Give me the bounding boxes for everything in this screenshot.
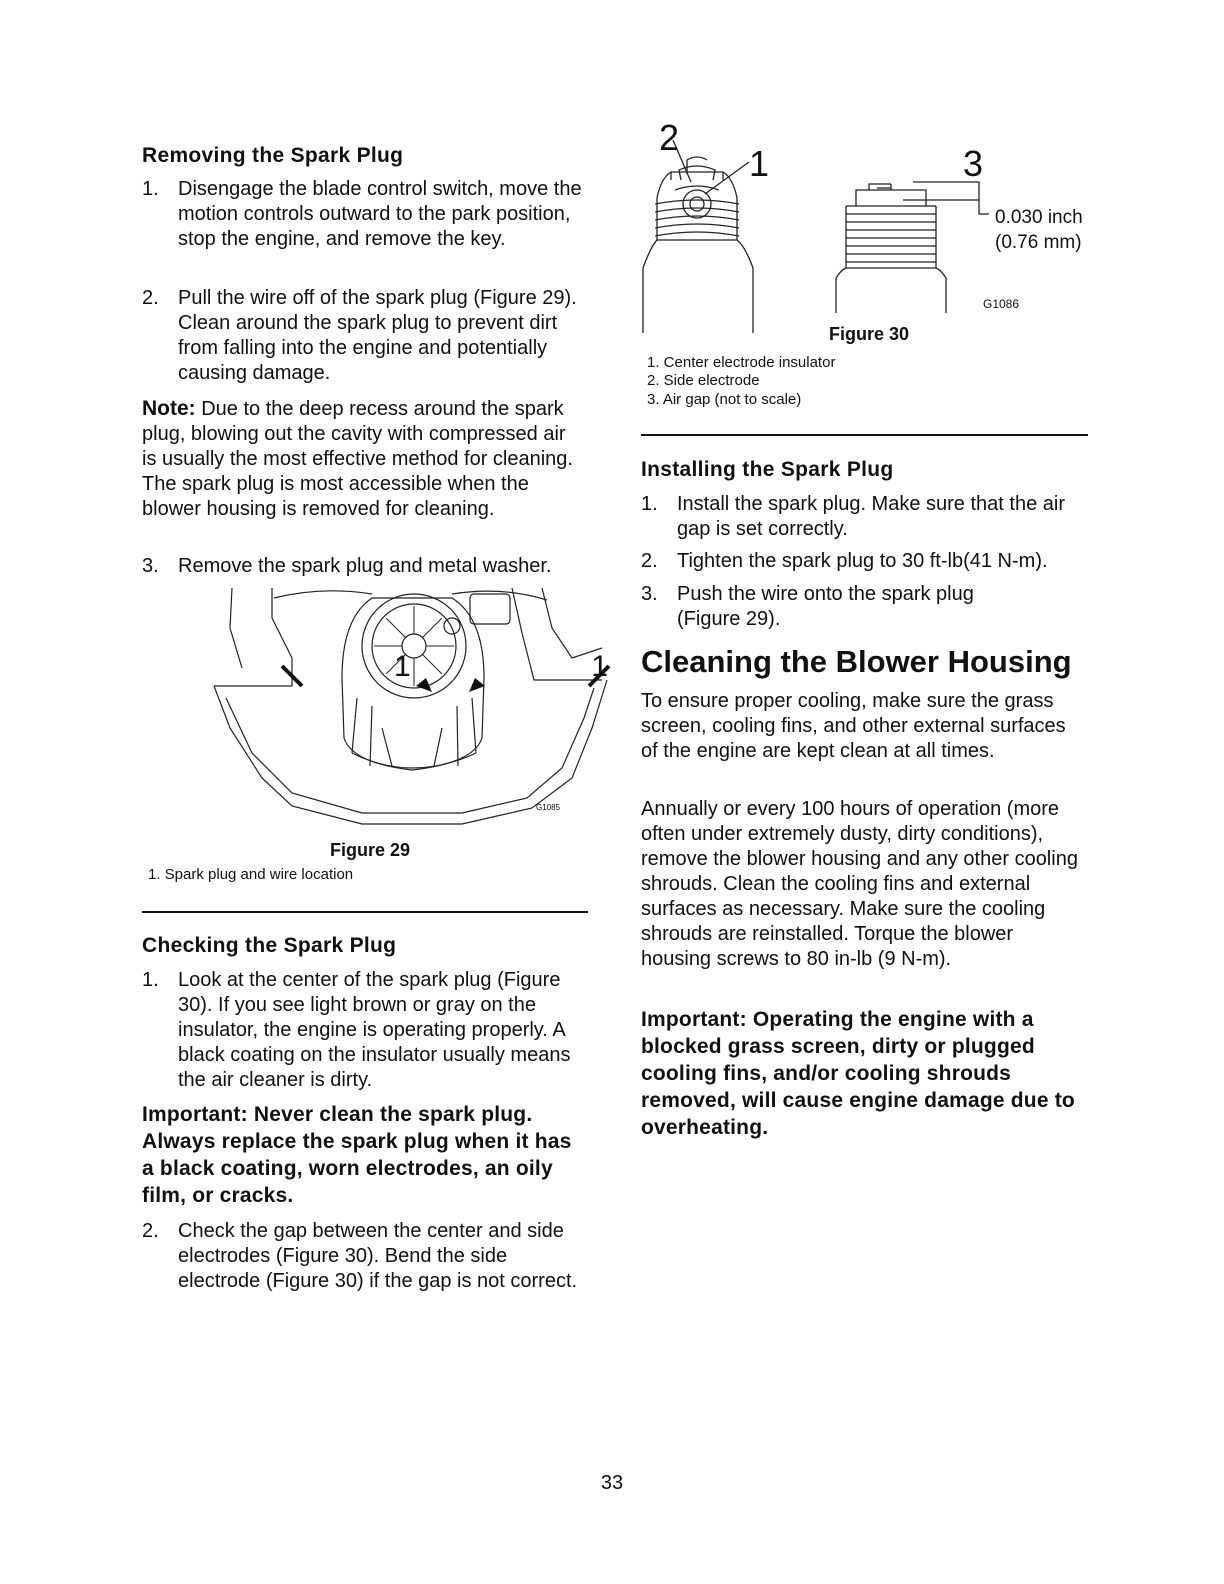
figure-30-legend-3: 3. Air gap (not to scale) (647, 391, 802, 408)
figure-29-legend: 1. Spark plug and wire location (148, 866, 354, 883)
section-divider (641, 434, 1088, 436)
figure-30-callout-3: 3 (963, 143, 984, 184)
figure-29-caption: Figure 29 (330, 840, 411, 860)
figure-30-legend-1: 1. Center electrode insulator (647, 354, 836, 371)
figure-29-illustration (212, 588, 612, 828)
figure-29-callout-left: 1 (394, 650, 411, 683)
removing-note: Note: Due to the deep recess around the spark plug, blowing out the cavity with compressed air is usually the most effective method for cleaning. The spark plug is most accessible when the blower housing is removed for cleaning. (142, 397, 573, 520)
blower-important: Important: Operating the engine with a blocked grass screen, dirty or plugged cooling fins, and/or cooling shrouds removed, will cause engine damage due to overheating. (641, 1008, 1075, 1139)
blower-heading: Cleaning the Blower Housing (641, 644, 1072, 679)
figure-29-code: G1085 (536, 803, 561, 812)
figure-30-callout-1: 1 (749, 143, 770, 184)
figure-30-illustration (641, 118, 1096, 338)
figure-30-callout-2: 2 (659, 118, 680, 158)
checking-heading: Checking the Spark Plug (142, 934, 397, 957)
figure-30-legend-2: 2. Side electrode (647, 372, 760, 389)
blower-paragraph-1: To ensure proper cooling, make sure the grass screen, cooling fins, and other external surfaces of the engine are kept clean at all times. (641, 690, 1066, 762)
blower-paragraph-2: Annually or every 100 hours of operation (more often under extremely dusty, dirty conditions), remove the blower housing and any other cooling shrouds. Clean the cooling fins and external surfaces as necessary. Make sure the cooling shrouds are reinstalled. Torque the blower housing screws to 80 in-lb (9 N-m). (641, 798, 1078, 970)
figure-29-callout-right: 1 (591, 650, 608, 683)
figure-30-gap-mm: (0.76 mm) (995, 232, 1082, 253)
figure-30-gap-inch: 0.030 inch (995, 207, 1083, 228)
installing-heading: Installing the Spark Plug (641, 458, 894, 481)
figure-30-code: G1086 (983, 297, 1020, 311)
page-number: 33 (600, 1472, 624, 1494)
removing-heading: Removing the Spark Plug (142, 144, 404, 167)
checking-important: Important: Never clean the spark plug. Always replace the spark plug when it has a black coating, worn electrodes, an oily film, or cracks. (142, 1103, 572, 1207)
section-divider (142, 911, 588, 913)
figure-30-caption: Figure 30 (829, 324, 910, 344)
